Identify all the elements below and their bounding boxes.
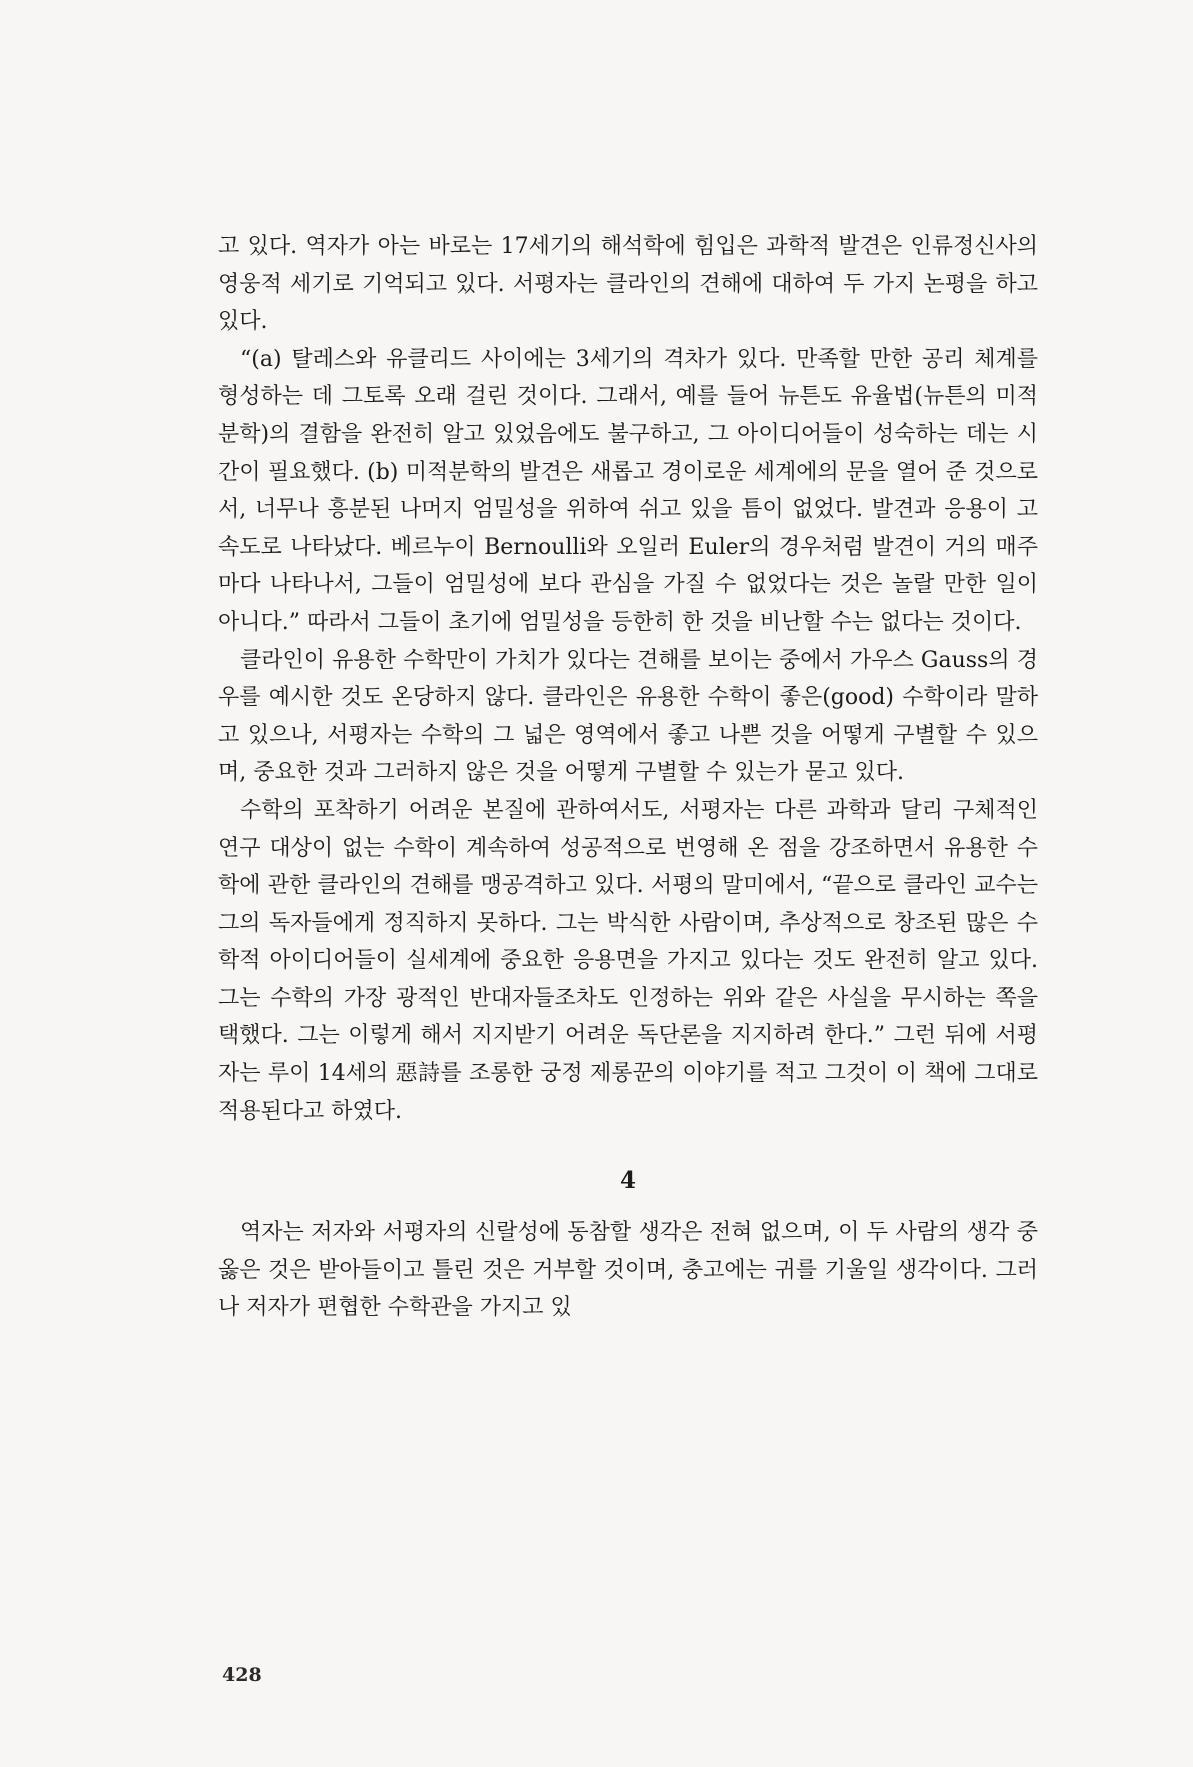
paragraph-3: 클라인이 유용한 수학만이 가치가 있다는 견해를 보이는 중에서 가우스 Gauss의 경우를 예시한 것도 온당하지 않다. 클라인은 유용한 수학이 좋은(good) 수학이라 말하고 있으나, 서평자는 수학의 그 넓은 영역에서 좋고 나쁜 것을 어떻게 구별할 수 있으며, 중요한 것과 그러하지 않은 것을 어떻게 구별할 수 있는가 묻고 있다. — [218, 647, 1038, 786]
paragraph-4: 수학의 포착하기 어려운 본질에 관하여서도, 서평자는 다른 과학과 달리 구체적인 연구 대상이 없는 수학이 계속하여 성공적으로 번영해 온 점을 강조하면서 유용한 수학에 관한 클라인의 견해를 맹공격하고 있다. 서평의 말미에서, “끝으로 클라인 교수는 그의 독자들에게 정직하지 못하다. 그는 박식한 사람이며, 추상적으로 창조된 많은 수학적 아이디어들이 실세계에 중요한 응용면을 가지고 있다는 것도 완전히 알고 있다. 그는 수학의 가장 광적인 반대자들조차도 인정하는 위와 같은 사실을 무시하는 쪽을 택했다. 그는 이렇게 해서 지지받기 어려운 독단론을 지지하려 한다.” 그런 뒤에 서평자는 루이 14세의 惡詩를 조롱한 궁정 제롱꾼의 이야기를 적고 그것이 이 책에 그대로 적용된다고 하였다. — [218, 797, 1038, 1124]
page-body — [218, 228, 1038, 1327]
section-number: 4 — [619, 1167, 636, 1195]
paragraph-2: “(a) 탈레스와 유클리드 사이에는 3세기의 격차가 있다. 만족할 만한 공리 체계를 형성하는 데 그토록 오래 걸린 것이다. 그래서, 예를 들어 뉴튼도 유율법(뉴튼의 미적분학)의 결함을 완전히 알고 있었음에도 불구하고, 그 아이디어들이 성숙하는 데는 시간이 필요했다. (b) 미적분학의 발견은 새롭고 경이로운 세계에의 문을 열어 준 것으로서, 너무나 흥분된 나머지 엄밀성을 위하여 쉬고 있을 틈이 없었다. 발견과 응용이 고속도로 나타났다. 베르누이 Bernoulli와 오일러 Euler의 경우처럼 발견이 거의 매주마다 나타나서, 그들이 엄밀성에 보다 관심을 가질 수 없었다는 것은 놀랄 만한 일이 아니다.” 따라서 그들이 초기에 엄밀성을 등한히 한 것을 비난할 수는 없다는 것이다. — [218, 346, 1038, 635]
section-paragraph: 역자는 저자와 서평자의 신랄성에 동참할 생각은 전혀 없으며, 이 두 사람의 생각 중 옳은 것은 받아들이고 틀린 것은 거부할 것이며, 충고에는 귀를 기울일 생각이다. 그러나 저자가 편협한 수학관을 가지고 있 — [218, 1220, 1038, 1321]
paragraph-1: 고 있다. 역자가 아는 바로는 17세기의 해석학에 힘입은 과학적 발견은 인류정신사의 영웅적 세기로 기억되고 있다. 서평자는 클라인의 견해에 대하여 두 가지 논평을 하고 있다. — [218, 234, 1038, 335]
page-number: 428 — [222, 1664, 262, 1686]
